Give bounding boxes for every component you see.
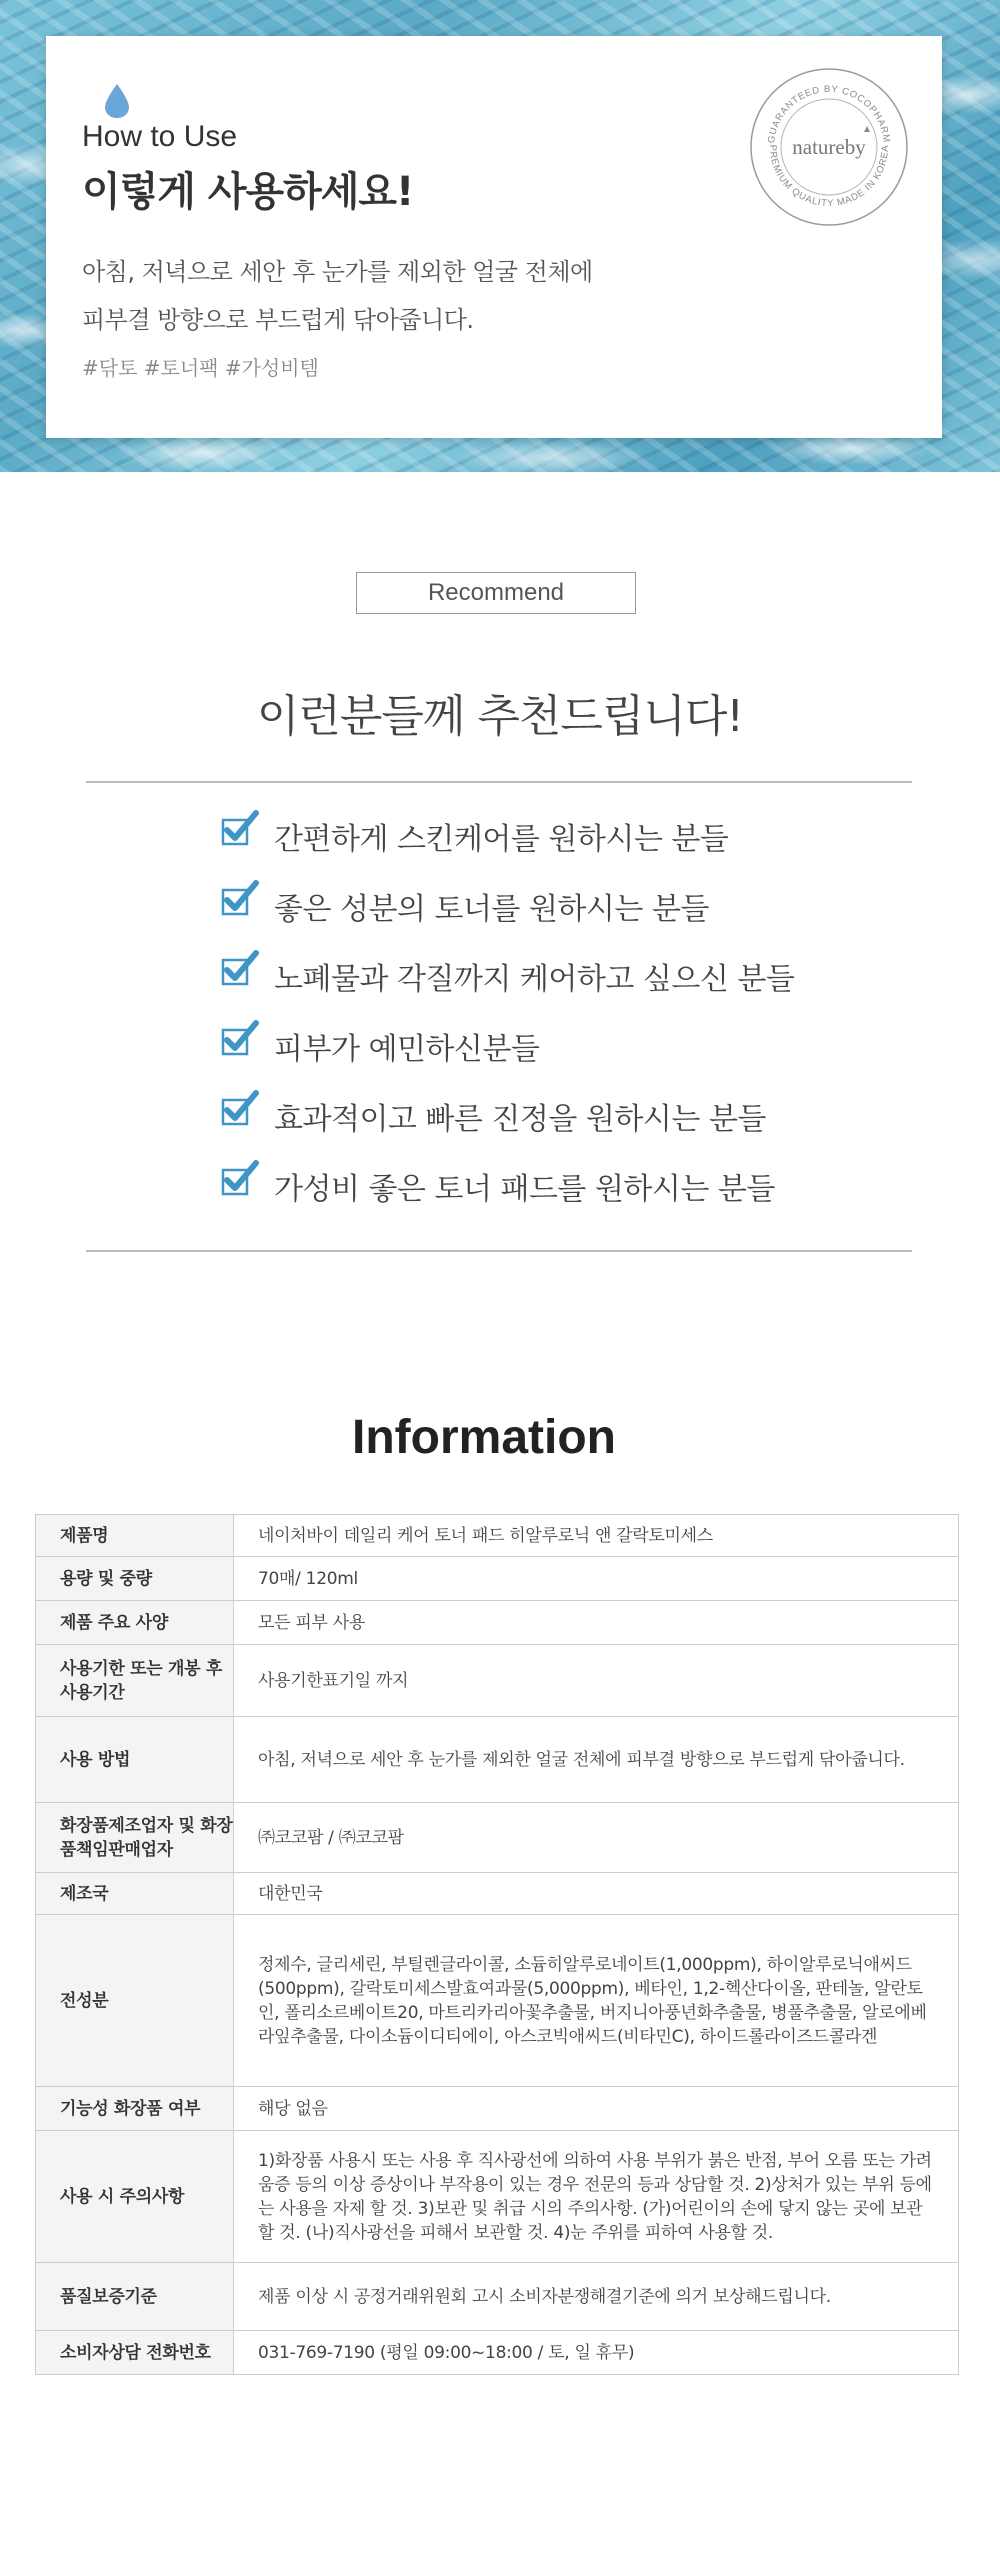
table-row [36,1645,959,1717]
water-drop-icon [102,82,132,120]
table-row [36,2263,959,2331]
row-label: 사용 시 주의사항 [36,2131,234,2263]
checkbox-check-icon [220,880,260,918]
table-row [36,1803,959,1873]
checkbox-check-icon [220,1020,260,1058]
row-value: 70매/ 120ml [234,1557,959,1601]
recommend-title: 이런분들께 추천드립니다! [256,691,744,742]
row-label: 화장품제조업자 및 화장품책임판매업자 [36,1803,234,1873]
recommend-item-text: 노폐물과 각질까지 케어하고 싶으신 분들 [274,962,795,997]
product-information-table [35,1514,959,2375]
checkbox-check-icon [220,810,260,848]
table-row [36,1717,959,1803]
row-label: 기능성 화장품 여부 [36,2087,234,2131]
row-value: 아침, 저녁으로 세안 후 눈가를 제외한 얼굴 전체에 피부결 방향으로 부드럽게 닦아줍니다. [234,1717,959,1803]
row-value: ㈜코코팜 / ㈜코코팜 [234,1803,959,1873]
checkbox-check-icon [220,1090,260,1128]
table-row [36,1515,959,1557]
row-value: 제품 이상 시 공정거래위원회 고시 소비자분쟁해결기준에 의거 보상해드립니다. [234,2263,959,2331]
row-value: 1)화장품 사용시 또는 사용 후 직사광선에 의하여 사용 부위가 붉은 반점, 부어 오름 또는 가려움증 등의 이상 증상이나 부작용이 있는 경우 전문의 등과 상담할 것. 2)상처가 있는 부위 등에는 사용을 자제 할 것. 3)보관 및 취급 시의 주의사항. (가)어린이의 손에 닿지 않는 곳에 보관 할 것. (나)직사광선을 피해서 보관할 것. 4)눈 주위를 피하여 사용할 것. [234,2131,959,2263]
hero-banner [0,0,1000,472]
usage-description-line2: 피부결 방향으로 부드럽게 닦아줍니다. [82,306,474,334]
row-label: 품질보증기준 [36,2263,234,2331]
recommend-item-text: 간편하게 스킨케어를 원하시는 분들 [274,822,729,857]
table-row [36,2331,959,2375]
recommend-item-text: 효과적이고 빠른 진정을 원하시는 분들 [274,1102,766,1137]
usage-description [82,248,593,344]
seal-bottom-text: PREMIUM QUALITY MADE IN KOREA [766,144,892,210]
row-label: 제품명 [36,1515,234,1557]
seal-brand-text: natureby [792,135,866,159]
row-label: 제품 주요 사양 [36,1601,234,1645]
how-to-use-card [46,36,942,438]
checkbox-check-icon [220,950,260,988]
recommend-item-text: 가성비 좋은 토너 패드를 원하시는 분들 [274,1172,775,1207]
row-label: 사용 방법 [36,1717,234,1803]
recommend-label-box: Recommend [356,572,636,614]
seal-top-text: GUARANTEED BY COCOPHARM [766,83,892,144]
recommend-item-text: 좋은 성분의 토너를 원하시는 분들 [274,892,709,927]
row-value: 031-769-7190 (평일 09:00~18:00 / 토, 일 휴무) [234,2331,959,2375]
row-label: 제조국 [36,1873,234,1915]
how-to-use-title-en: How to Use [82,120,238,153]
row-value: 대한민국 [234,1873,959,1915]
row-value: 모든 피부 사용 [234,1601,959,1645]
information-title: Information [352,1411,616,1464]
hashtags: #닦토 #토너팩 #가성비템 [82,356,319,380]
row-value: 사용기한표기일 까지 [234,1645,959,1717]
table-row [36,1915,959,2087]
table-row [36,2131,959,2263]
row-value: 정제수, 글리세린, 부틸렌글라이콜, 소듐히알루로네이트(1,000ppm), 하이알루로닉애씨드(500ppm), 갈락토미세스발효여과물(5,000ppm), 베타인, 1,2-헥산다이올, 판테놀, 알란토인, 폴리소르베이트20, 마트리카리아꽃추출물, 버지니아풍년화추출물, 병풀추출물, 알로에베라잎추출물, 다이소듐이디티에이, 아스코빅애씨드(비타민C), 하이드롤라이즈드콜라겐 [234,1915,959,2087]
row-value: 해당 없음 [234,2087,959,2131]
row-label: 사용기한 또는 개봉 후 사용기간 [36,1645,234,1717]
how-to-use-title-ko: 이렇게 사용하세요! [82,169,414,215]
natureby-quality-seal [746,64,912,230]
recommend-item-text: 피부가 예민하신분들 [274,1032,540,1067]
recommend-top-divider [86,781,912,783]
row-value: 네이처바이 데일리 케어 토너 패드 히알루로닉 앤 갈락토미세스 [234,1515,959,1557]
checkbox-check-icon [220,1160,260,1198]
recommend-bottom-divider [86,1250,912,1252]
row-label: 전성분 [36,1915,234,2087]
table-row [36,2087,959,2131]
seal-star-icon [864,126,870,132]
table-row [36,1557,959,1601]
table-row [36,1873,959,1915]
table-row [36,1601,959,1645]
usage-description-line1: 아침, 저녁으로 세안 후 눈가를 제외한 얼굴 전체에 [82,258,593,286]
row-label: 용량 및 중량 [36,1557,234,1601]
row-label: 소비자상담 전화번호 [36,2331,234,2375]
